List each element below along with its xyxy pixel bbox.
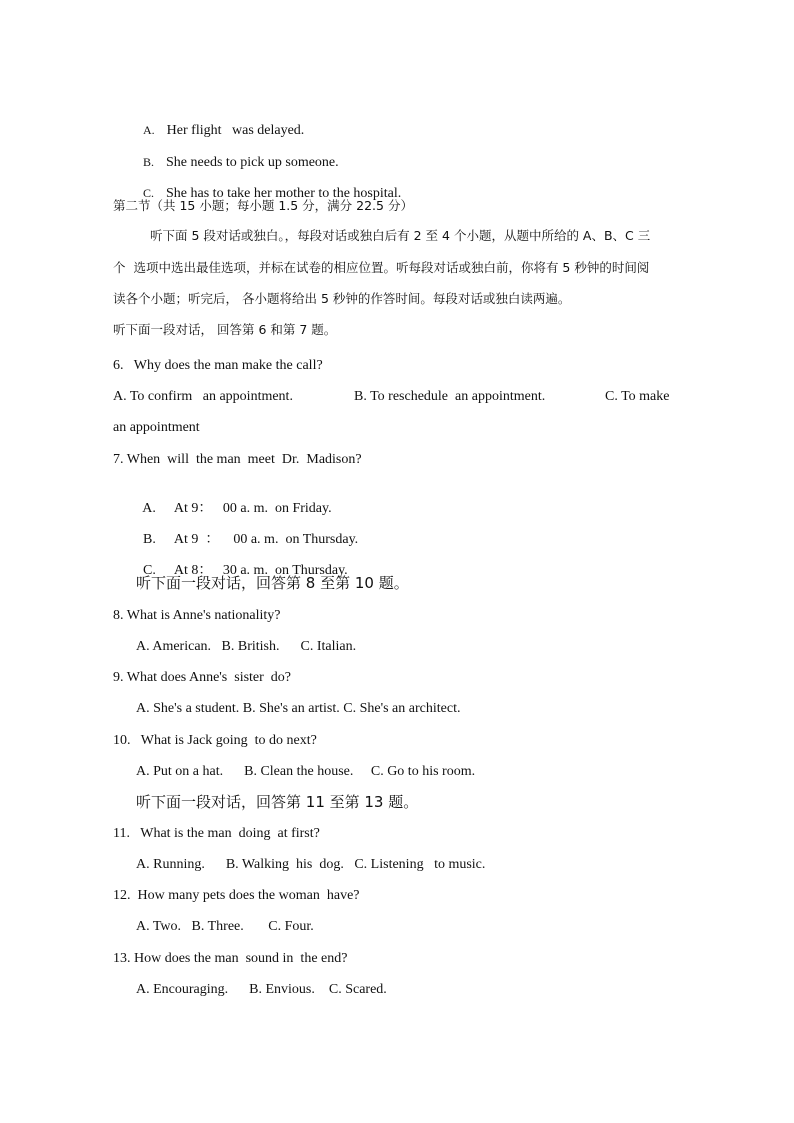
option-label: B. <box>143 155 155 169</box>
section2-heading: 第二节（共 15 小题；每小题 1.5 分，满分 22.5 分） <box>113 198 413 213</box>
q6-option-c: C. To make <box>605 389 670 404</box>
q6-option-c-continued: an appointment <box>113 420 200 435</box>
section2-instruction-line2: 个 选项中选出最佳选项，并标在试卷的相应位置。听每段对话或独白前，你将有 5 秒钟的时间阅 <box>113 260 650 275</box>
q11-options: A. Running. B. Walking his dog. C. Listening to music. <box>136 857 486 872</box>
q11-stem: 11. What is the man doing at first? <box>113 826 320 841</box>
q7-stem: 7. When will the man meet Dr. Madison? <box>113 452 362 467</box>
q6-option-a: A. To confirm an appointment. <box>113 389 293 404</box>
q9-options: A. She's a student. B. She's an artist. C. She's an architect. <box>136 701 461 716</box>
q6-stem: 6. Why does the man make the call? <box>113 358 323 373</box>
q8-stem: 8. What is Anne's nationality? <box>113 608 281 623</box>
q8-options: A. American. B. British. C. Italian. <box>136 639 357 654</box>
q9-stem: 9. What does Anne's sister do? <box>113 670 292 685</box>
section2-instruction-line3: 读各个小题；听完后， 各小题将给出 5 秒钟的作答时间。每段对话或独白读两遍。 <box>113 291 571 306</box>
option-text: At 9： 00 a. m. on Friday. <box>173 501 332 516</box>
option-label: A. <box>143 123 155 137</box>
option-text: At 9 ： 00 a. m. on Thursday. <box>173 532 359 547</box>
option-label: C. <box>143 563 156 578</box>
option-text: Her flight was delayed. <box>166 123 305 138</box>
q10-options: A. Put on a hat. B. Clean the house. C. Go to his room. <box>136 764 476 779</box>
q13-options: A. Encouraging. B. Envious. C. Scared. <box>136 982 387 997</box>
q13-stem: 13. How does the man sound in the end? <box>113 951 348 966</box>
q6-option-b: B. To reschedule an appointment. <box>354 389 546 404</box>
option-text: At 8： 30 a. m. on Thursday. <box>173 563 348 578</box>
dialogue1-note: 听下面一段对话， 回答第 6 和第 7 题。 <box>113 322 337 337</box>
option-label: A. <box>142 501 156 516</box>
option-label: B. <box>143 532 156 547</box>
section2-instruction-line1: 听下面 5 段对话或独白。，每段对话或独白后有 2 至 4 个小题，从题中所给的 A、B、C 三 <box>150 228 651 243</box>
option-label: C. <box>143 186 155 200</box>
dialogue2-note: 听下面一段对话，回答第 8 至第 10 题。 <box>136 574 409 592</box>
q12-stem: 12. How many pets does the woman have? <box>113 888 360 903</box>
q12-options: A. Two. B. Three. C. Four. <box>136 919 314 934</box>
option-text: She needs to pick up someone. <box>166 155 339 170</box>
q10-stem: 10. What is Jack going to do next? <box>113 733 317 748</box>
dialogue3-note: 听下面一段对话，回答第 11 至第 13 题。 <box>136 793 419 811</box>
option-text: She has to take her mother to the hospital. <box>166 186 402 201</box>
